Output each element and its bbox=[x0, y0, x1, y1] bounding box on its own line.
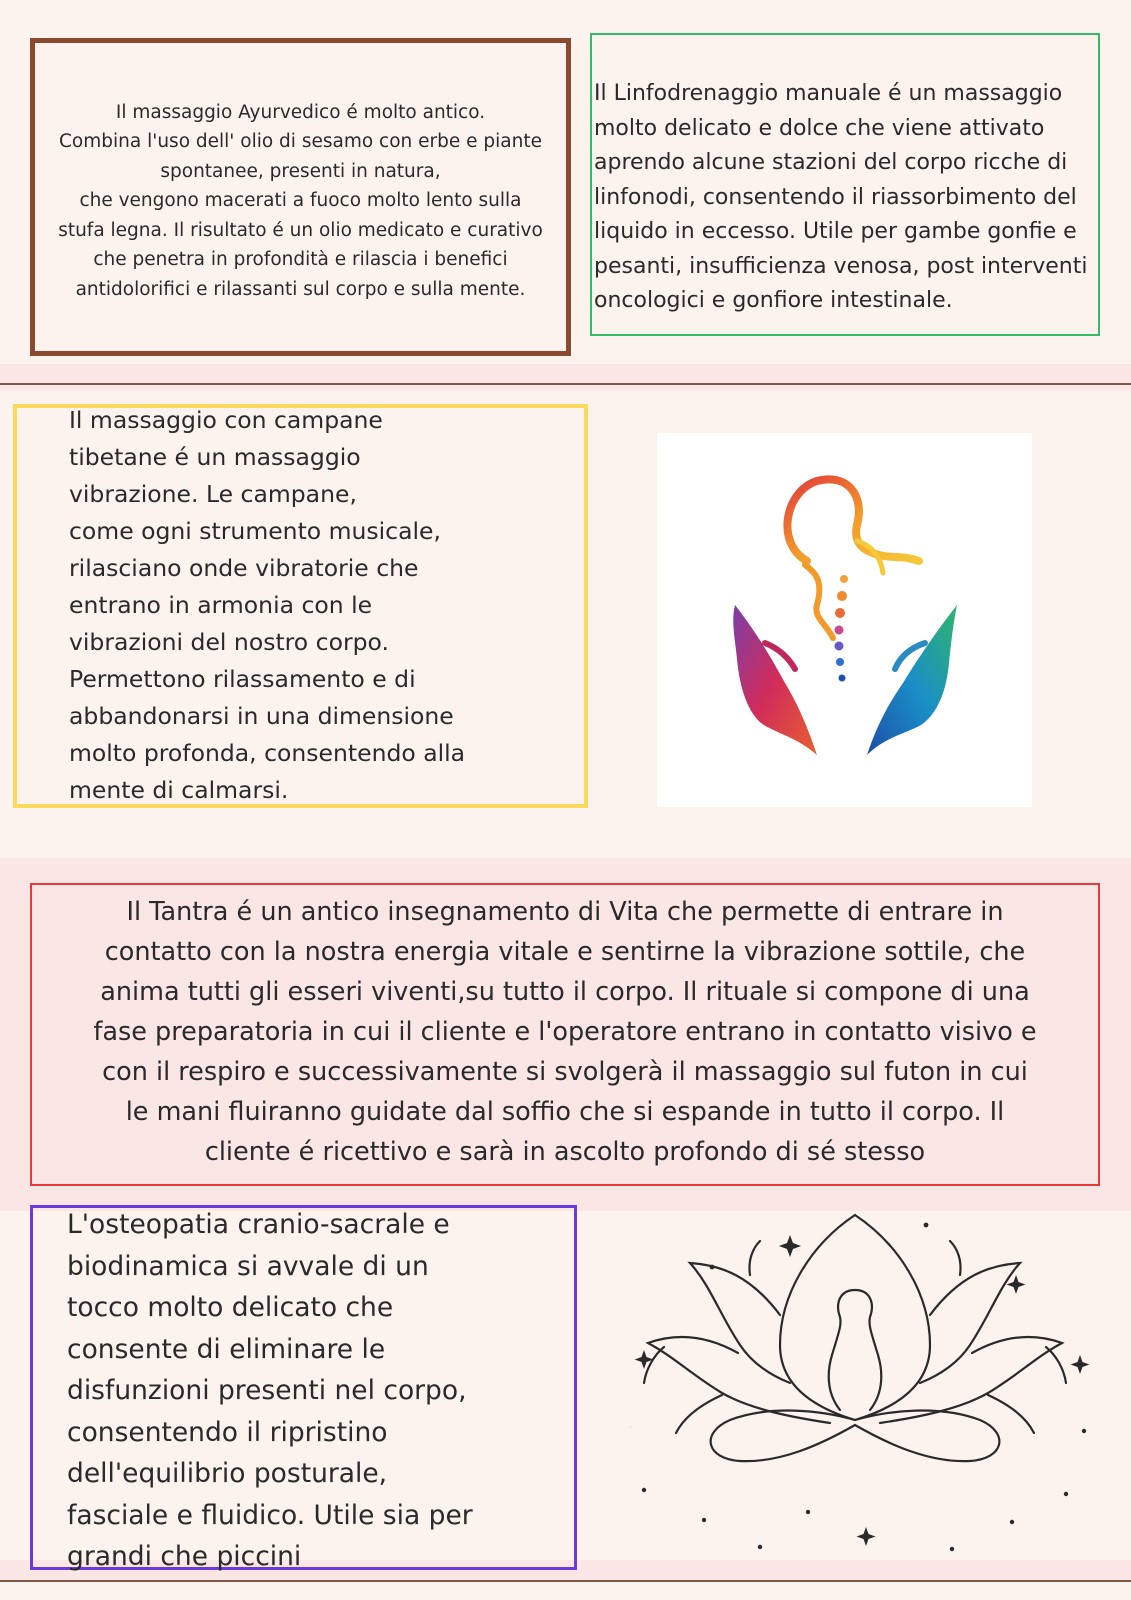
campane-tibetane-text: Il massaggio con campane tibetane é un massaggio vibrazione. Le campane, come ogni strumento musicale, rilasciano onde vibratorie che entrano in armonia con le vibrazioni del nostro corpo. Permettono rilassamento e di abbandonarsi in una dimensione molto profonda, consentendo alla mente di calmarsi. bbox=[69, 406, 466, 804]
campane-tibetane-section bbox=[13, 404, 588, 808]
hands-and-spine-logo-icon bbox=[657, 433, 1032, 807]
ayurveda-text: Il massaggio Ayurvedico é molto antico. Combina l'uso dell' olio di sesamo con erbe e piante spontanee, presenti in natura, che vengono macerati a fuoco molto lento sulla stufa legna. Il risultato é un olio medicato e curativo che penetra in profondità e rilascia i benefici antidolorifici e rilassanti sul corpo e sulla mente. bbox=[58, 101, 543, 300]
osteopatia-section bbox=[30, 1205, 577, 1570]
osteopatia-text: L'osteopatia cranio-sacrale e biodinamica si avvale di un tocco molto delicato che consente di eliminare le disfunzioni presenti nel corpo, consentendo il ripristino dell'equilibrio posturale, fasciale e fluidico. Utile sia per grandi che piccini bbox=[67, 1209, 473, 1572]
tantra-section bbox=[30, 883, 1100, 1186]
linfodrenaggio-text: Il Linfodrenaggio manuale é un massaggio molto delicato e dolce che viene attivato aprendo alcune stazioni del corpo ricche di linfonodi, consentendo il riassorbimento del liquido in eccesso. Utile per gambe gonfie e pesanti, insufficienza venosa, post interventi oncologici e gonfiore intestinale. bbox=[594, 81, 1088, 313]
linfodrenaggio-section bbox=[590, 33, 1100, 336]
hands-and-spine-logo-icon-graphic bbox=[657, 433, 1032, 807]
lotus-meditation-icon bbox=[630, 1205, 1090, 1575]
tantra-text: Il Tantra é un antico insegnamento di Vita che permette di entrare in contatto con la nostra energia vitale e sentirne la vibrazione sottile, che anima tutti gli esseri viventi,su tutto il corpo. Il rituale si compone di una fase preparatoria in cui il cliente e l'operatore entrano in contatto visivo e con il respiro e successivamente si svolgerà il massaggio sul futon in cui le mani fluiranno guidate dal soffio che si espande in tutto il corpo. Il cliente é ricettivo e sarà in ascolto profondo di sé stesso bbox=[93, 896, 1037, 1167]
lotus-meditation-icon-graphic bbox=[630, 1205, 1090, 1575]
ayurveda-section bbox=[30, 38, 571, 356]
divider-line-top bbox=[0, 383, 1131, 385]
divider-line-bottom bbox=[0, 1580, 1131, 1582]
background-band-top bbox=[0, 364, 1131, 390]
